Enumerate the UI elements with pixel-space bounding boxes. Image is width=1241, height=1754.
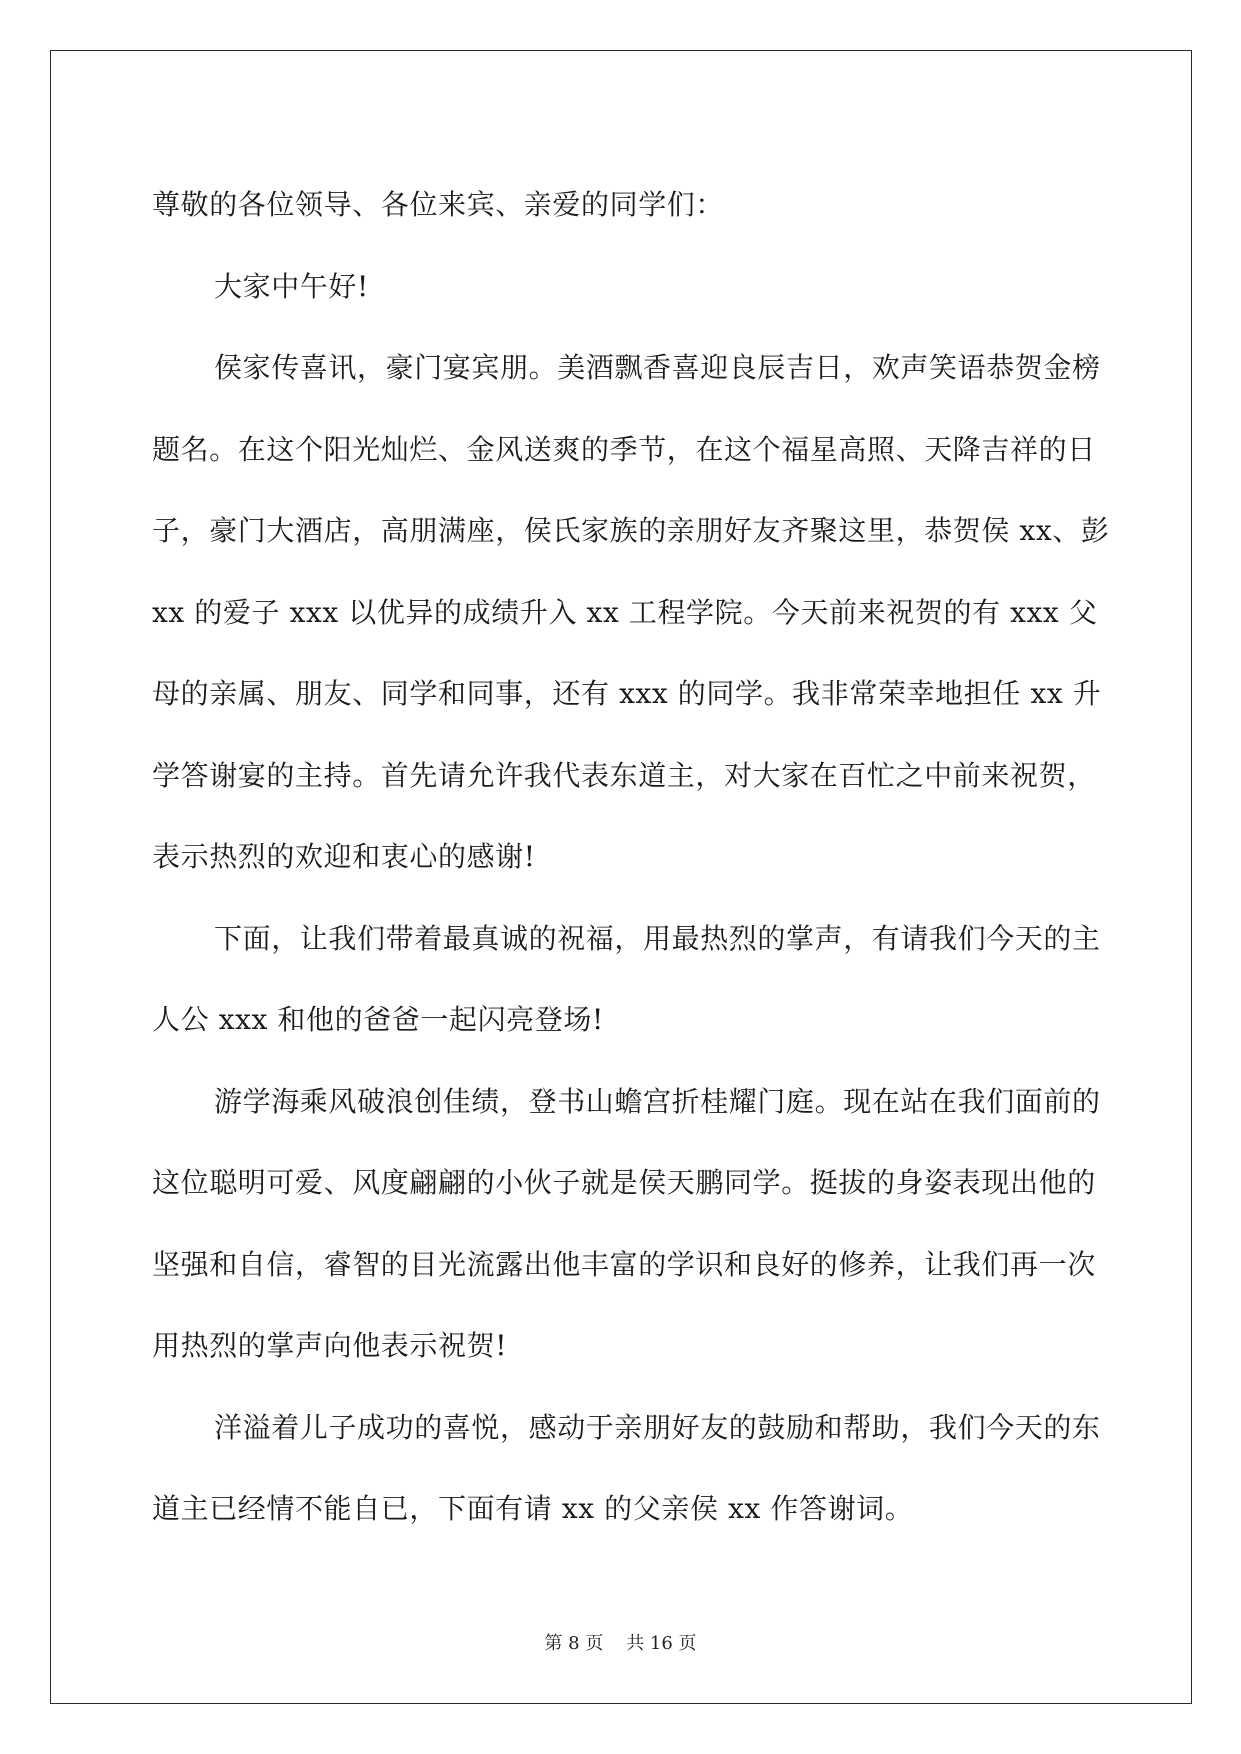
body-paragraph: 洋溢着儿子成功的喜悦，感动于亲朋好友的鼓励和帮助，我们今天的东道主已经情不能自已，下面有请 xx 的父亲侯 xx 作答谢词。	[152, 1410, 1101, 1525]
page-number-footer: 第 8 页 共 16 页	[544, 1633, 697, 1654]
body-paragraph: 游学海乘风破浪创佳绩，登书山蟾宫折桂耀门庭。现在站在我们面前的这位聪明可爱、风度翩翩的小伙子就是侯天鹏同学。挺拔的身姿表现出他的坚强和自信，睿智的目光流露出他丰富的学识和良好的修养，让我们再一次用热烈的掌声向他表示祝贺!	[152, 1084, 1101, 1362]
document-body	[152, 164, 1112, 1550]
greeting-paragraph: 大家中午好!	[214, 269, 369, 303]
body-paragraph: 下面，让我们带着最真诚的祝福，用最热烈的掌声，有请我们今天的主人公 xxx 和他的爸爸一起闪亮登场!	[152, 921, 1101, 1036]
salutation-paragraph: 尊敬的各位领导、各位来宾、亲爱的同学们：	[152, 188, 725, 221]
body-paragraph: 侯家传喜讯，豪门宴宾朋。美酒飘香喜迎良辰吉日，欢声笑语恭贺金榜题名。在这个阳光灿烂、金风送爽的季节，在这个福星高照、天降吉祥的日子，豪门大酒店，高朋满座，侯氏家族的亲朋好友齐聚这里，恭贺侯 xx、彭 xx 的爱子 xxx 以优异的成绩升入 xx 工程学院。今天前来祝贺的有 xxx 父母的亲属、朋友、同学和同事，还有 xxx 的同学。我非常荣幸地担任 xx 升学答谢宴的主持。首先请允许我代表东道主，对大家在百忙之中前来祝贺，表示热烈的欢迎和衷心的感谢!	[152, 351, 1110, 873]
